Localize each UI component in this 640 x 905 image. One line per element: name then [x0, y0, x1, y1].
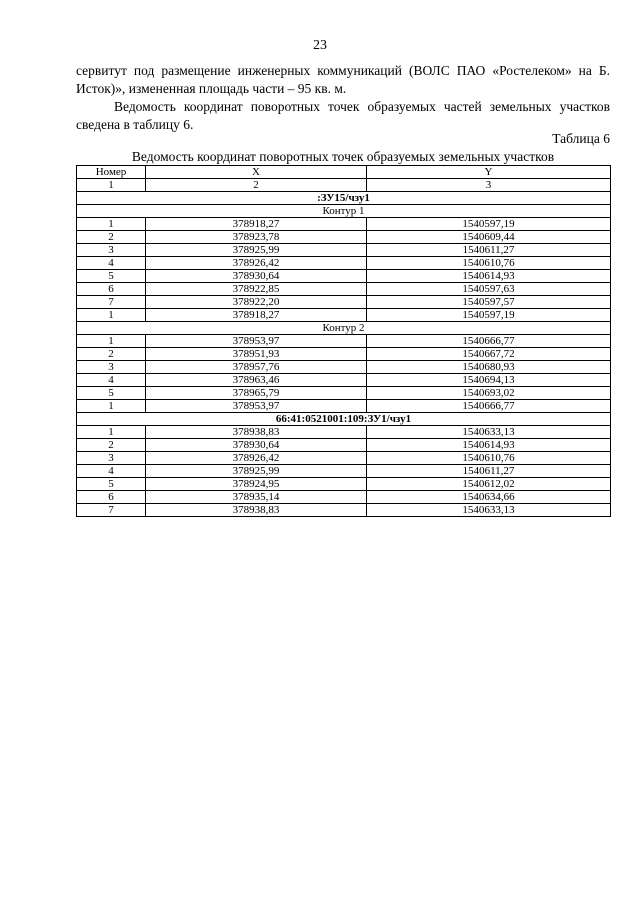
- x-coordinate: 378925,99: [146, 465, 367, 478]
- point-number: 5: [77, 270, 146, 283]
- point-number: 2: [77, 439, 146, 452]
- y-coordinate: 1540666,77: [367, 335, 611, 348]
- x-coordinate: 378930,64: [146, 270, 367, 283]
- point-number: 1: [77, 218, 146, 231]
- index-cell: 3: [367, 179, 611, 192]
- table-row: [77, 439, 611, 452]
- y-coordinate: 1540597,63: [367, 283, 611, 296]
- paragraph-table-reference: Ведомость координат поворотных точек образуемых частей земельных участков сведена в таблицу 6.: [76, 99, 610, 132]
- table-row: [77, 270, 611, 283]
- y-coordinate: 1540610,76: [367, 452, 611, 465]
- y-coordinate: 1540614,93: [367, 270, 611, 283]
- header-number: Номер: [77, 166, 146, 179]
- y-coordinate: 1540633,13: [367, 504, 611, 517]
- point-number: 4: [77, 374, 146, 387]
- table-row: [77, 283, 611, 296]
- y-coordinate: 1540694,13: [367, 374, 611, 387]
- point-number: 3: [77, 452, 146, 465]
- header-x: X: [146, 166, 367, 179]
- y-coordinate: 1540597,57: [367, 296, 611, 309]
- point-number: 5: [77, 478, 146, 491]
- table-row: [77, 257, 611, 270]
- point-number: 7: [77, 296, 146, 309]
- point-number: 1: [77, 335, 146, 348]
- x-coordinate: 378951,93: [146, 348, 367, 361]
- header-y: Y: [367, 166, 611, 179]
- y-coordinate: 1540610,76: [367, 257, 611, 270]
- x-coordinate: 378935,14: [146, 491, 367, 504]
- y-coordinate: 1540667,72: [367, 348, 611, 361]
- x-coordinate: 378926,42: [146, 452, 367, 465]
- x-coordinate: 378965,79: [146, 387, 367, 400]
- table-row: [77, 231, 611, 244]
- y-coordinate: 1540611,27: [367, 465, 611, 478]
- point-number: 6: [77, 491, 146, 504]
- point-number: 1: [77, 309, 146, 322]
- index-cell: 1: [77, 179, 146, 192]
- x-coordinate: 378922,85: [146, 283, 367, 296]
- x-coordinate: 378963,46: [146, 374, 367, 387]
- x-coordinate: 378930,64: [146, 439, 367, 452]
- y-coordinate: 1540633,13: [367, 426, 611, 439]
- table-row: [77, 426, 611, 439]
- table-row: [77, 374, 611, 387]
- table-index-row: [77, 179, 611, 192]
- y-coordinate: 1540693,02: [367, 387, 611, 400]
- page-number: 23: [313, 38, 327, 53]
- point-number: 4: [77, 257, 146, 270]
- point-number: 7: [77, 504, 146, 517]
- section-title: Контур 1: [77, 205, 611, 218]
- point-number: 3: [77, 244, 146, 257]
- y-coordinate: 1540611,27: [367, 244, 611, 257]
- x-coordinate: 378926,42: [146, 257, 367, 270]
- x-coordinate: 378922,20: [146, 296, 367, 309]
- table-row: [77, 309, 611, 322]
- table-row: [77, 361, 611, 374]
- index-cell: 2: [146, 179, 367, 192]
- table-section-row: [77, 192, 611, 205]
- x-coordinate: 378918,27: [146, 218, 367, 231]
- table-label: Таблица 6: [552, 131, 610, 146]
- section-title: 66:41:0521001:109:ЗУ1/чзу1: [77, 413, 611, 426]
- y-coordinate: 1540609,44: [367, 231, 611, 244]
- y-coordinate: 1540666,77: [367, 400, 611, 413]
- x-coordinate: 378938,83: [146, 426, 367, 439]
- y-coordinate: 1540612,02: [367, 478, 611, 491]
- table-section-row: [77, 322, 611, 335]
- coordinates-table-body: [77, 166, 611, 517]
- x-coordinate: 378953,97: [146, 335, 367, 348]
- table-header-row: [77, 166, 611, 179]
- point-number: 4: [77, 465, 146, 478]
- paragraph-continuation: сервитут под размещение инженерных коммуникаций (ВОЛС ПАО «Ростелеком» на Б. Исток)», измененная площадь части – 95 кв. м.: [76, 63, 610, 96]
- y-coordinate: 1540597,19: [367, 309, 611, 322]
- point-number: 1: [77, 426, 146, 439]
- y-coordinate: 1540634,66: [367, 491, 611, 504]
- table-row: [77, 387, 611, 400]
- x-coordinate: 378923,78: [146, 231, 367, 244]
- point-number: 5: [77, 387, 146, 400]
- table-section-row: [77, 205, 611, 218]
- table-row: [77, 452, 611, 465]
- x-coordinate: 378925,99: [146, 244, 367, 257]
- coordinates-table: [76, 165, 611, 517]
- table-row: [77, 504, 611, 517]
- point-number: 3: [77, 361, 146, 374]
- point-number: 1: [77, 400, 146, 413]
- body-text: [76, 62, 610, 134]
- section-title: Контур 2: [77, 322, 611, 335]
- x-coordinate: 378924,95: [146, 478, 367, 491]
- section-title: :ЗУ15/чзу1: [77, 192, 611, 205]
- table-row: [77, 335, 611, 348]
- point-number: 2: [77, 348, 146, 361]
- y-coordinate: 1540680,93: [367, 361, 611, 374]
- table-row: [77, 465, 611, 478]
- x-coordinate: 378957,76: [146, 361, 367, 374]
- table-row: [77, 478, 611, 491]
- table-row: [77, 400, 611, 413]
- x-coordinate: 378938,83: [146, 504, 367, 517]
- table-row: [77, 244, 611, 257]
- table-row: [77, 218, 611, 231]
- y-coordinate: 1540614,93: [367, 439, 611, 452]
- y-coordinate: 1540597,19: [367, 218, 611, 231]
- x-coordinate: 378953,97: [146, 400, 367, 413]
- table-row: [77, 348, 611, 361]
- point-number: 2: [77, 231, 146, 244]
- point-number: 6: [77, 283, 146, 296]
- table-row: [77, 296, 611, 309]
- x-coordinate: 378918,27: [146, 309, 367, 322]
- table-title: Ведомость координат поворотных точек образуемых земельных участков: [131, 149, 555, 164]
- table-row: [77, 491, 611, 504]
- table-section-row: [77, 413, 611, 426]
